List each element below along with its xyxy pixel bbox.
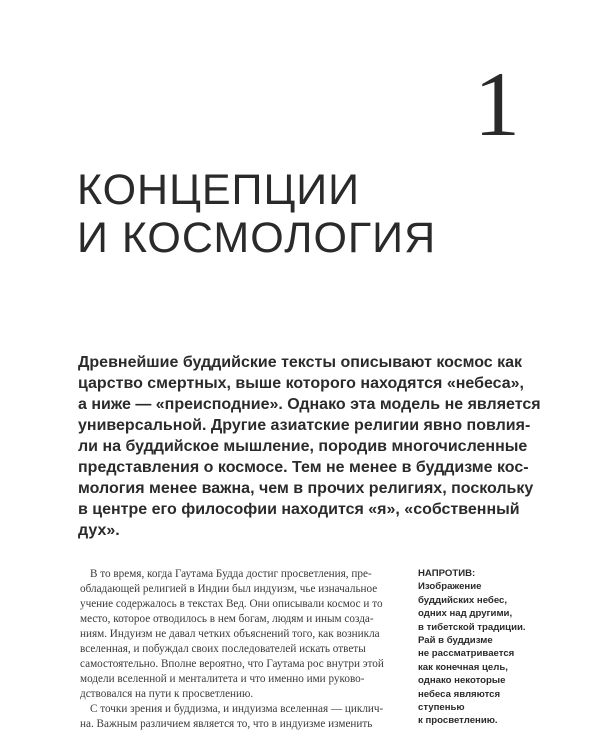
caption-line: Рай в буддизме — [418, 635, 493, 647]
caption-line: одних над другими, — [418, 608, 513, 620]
chapter-number: 1 — [474, 53, 520, 155]
chapter-title-line: И КОСМОЛОГИЯ — [77, 214, 437, 262]
lead-line: Древнейшие буддийские тексты описывают космос как — [78, 354, 523, 371]
caption-line: ступенью — [418, 702, 465, 714]
body-line: обладающей религией в Индии был индуизм, чье изначальное — [80, 583, 378, 595]
caption-line: к просветлению. — [418, 715, 498, 727]
caption-line: буддийских небес, — [418, 594, 508, 606]
caption-line: однако некоторые — [418, 675, 506, 687]
caption-line: НАПРОТИВ: — [418, 568, 476, 579]
lead-line: универсальной. Другие азиатские религии явно повлия- — [78, 417, 531, 434]
lead-line: в центре его философии находится «я», «собственный — [78, 501, 520, 518]
chapter-title-line: КОНЦЕПЦИИ — [77, 166, 361, 214]
caption-line: в тибетской традиции. — [418, 621, 526, 633]
chapter-title — [77, 166, 557, 262]
body-line: учение содержалось в текстах Вед. Они описывали космос и то — [80, 598, 383, 610]
caption-line: Изображение — [418, 581, 482, 593]
image-caption — [418, 567, 538, 728]
body-line: дствовался на пути к просветлению. — [80, 688, 254, 700]
lead-paragraph — [78, 352, 544, 541]
body-line: на. Важным различием является то, что в индуизме изменить — [80, 718, 373, 730]
lead-line: а ниже — «преисподние». Однако эта модель не является — [78, 396, 541, 413]
body-line: ниям. Индуизм не давал четких объяснений того, как возникла — [80, 628, 380, 640]
body-line: место, которое отводилось в нем богам, людям и иным созда- — [80, 613, 374, 625]
lead-line: ли на буддийское мышление, породив многочисленные — [78, 438, 528, 455]
lead-line: мология менее важна, чем в прочих религиях, поскольку — [78, 480, 534, 497]
body-line: модели вселенной и менталитета и что именно ими руково- — [80, 673, 365, 685]
lead-line: царство смертных, выше которого находятся «небеса», — [78, 375, 524, 392]
caption-line: как конечная цель, — [418, 661, 508, 673]
body-line: самостоятельно. Вполне вероятно, что Гаутама рос внутри этой — [80, 658, 384, 670]
lead-line: дух». — [78, 522, 120, 539]
caption-line: небеса являются — [418, 688, 501, 700]
body-line: вселенная, и побуждал своих последователей искать ответы — [80, 643, 366, 655]
caption-line: не рассматривается — [418, 648, 515, 660]
body-line: С точки зрения и буддизма, и индуизма вселенная — циклич- — [90, 703, 384, 715]
body-line: В то время, когда Гаутама Будда достиг просветления, пре- — [90, 568, 372, 580]
body-text — [80, 567, 395, 732]
lead-line: представления о космосе. Тем не менее в буддизме кос- — [78, 459, 529, 476]
